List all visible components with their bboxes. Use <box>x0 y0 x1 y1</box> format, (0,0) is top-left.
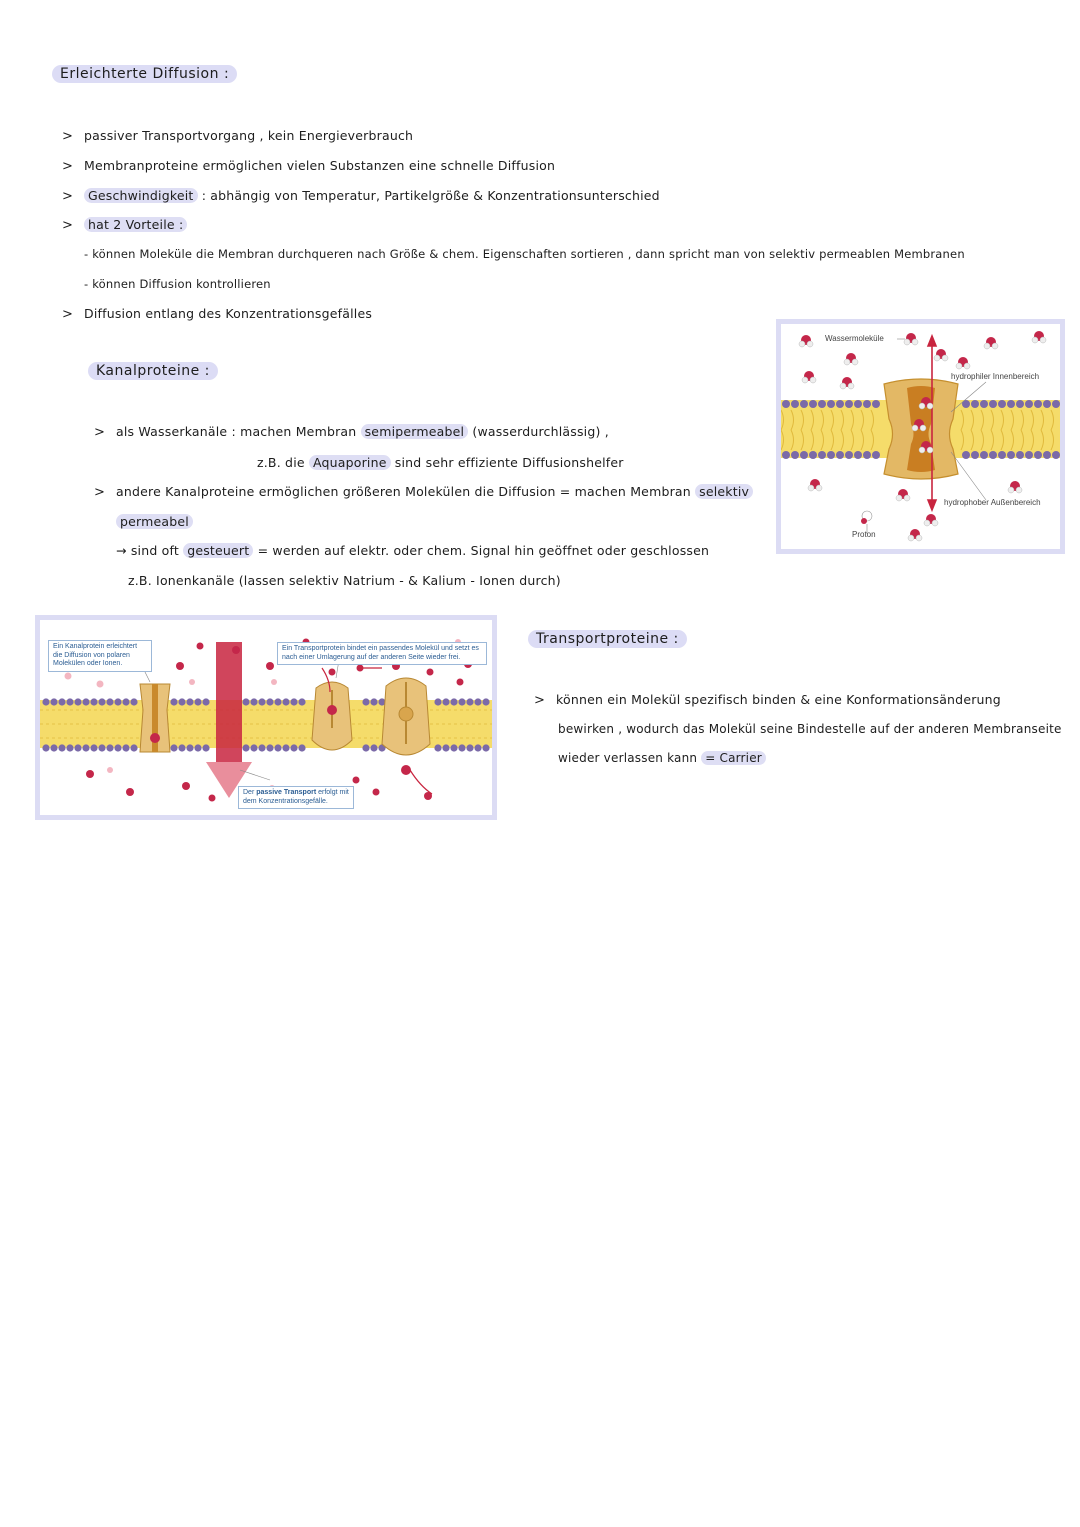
bullet-arrow-icon: > <box>62 307 74 322</box>
ion-channel-example: z.B. Ionenkanäle (lassen selektiv Natrium - & Kalium - Ionen durch) <box>128 573 561 588</box>
label-water-molecules: Wassermoleküle <box>825 334 884 343</box>
section-heading-transport: Transportproteine : <box>528 631 687 647</box>
callout-carrier: Ein Transportprotein bindet ein passendes Molekül und setzt es nach einer Umlagerung auf der anderen Seite wieder frei. <box>277 642 487 665</box>
bullet-item: > Diffusion entlang des Konzentrationsgefälles <box>62 306 373 322</box>
bullet-item: > Membranproteine ermöglichen vielen Substanzen eine schnelle Diffusion <box>62 158 556 174</box>
label-proton: Proton <box>852 530 876 539</box>
bullet-arrow-icon: > <box>94 425 106 440</box>
callout-passive: Der passive Transport erfolgt mit dem Konzentrationsgefälle. <box>238 786 354 809</box>
bullet-item: > passiver Transportvorgang , kein Energieverbrauch <box>62 128 414 144</box>
bullet-item: > hat 2 Vorteile : <box>62 217 187 233</box>
bullet-arrow-icon: > <box>62 129 74 144</box>
aquaporin-diagram <box>781 324 1060 549</box>
bullet-arrow-icon: > <box>534 693 546 708</box>
section-heading-channel: Kanalproteine : <box>88 363 218 379</box>
label-hydrophilic-inner: hydrophiler Innenbereich <box>951 372 1040 381</box>
bullet-item: > Geschwindigkeit : abhängig von Temperatur, Partikelgröße & Konzentrationsunterschied <box>62 188 660 204</box>
ion-particle <box>150 733 160 743</box>
advantage-item: - können Diffusion kontrollieren <box>84 277 271 291</box>
callout-channel: Ein Kanalprotein erleichtert die Diffusion von polaren Molekülen oder Ionen. <box>48 640 152 672</box>
transport-line-3: wieder verlassen kann = Carrier <box>558 751 766 765</box>
section-heading-diffusion: Erleichterte Diffusion : <box>52 66 237 82</box>
bullet-continuation: permeabel <box>116 514 193 529</box>
bullet-arrow-icon: > <box>62 159 74 174</box>
transport-figure <box>35 615 497 820</box>
aquaporin-example: z.B. die Aquaporine sind sehr effiziente Diffusionshelfer <box>257 455 624 470</box>
gradient-arrow-shaft <box>216 642 242 762</box>
bullet-item: > können ein Molekül spezifisch binden & eine Konformationsänderung <box>534 692 1001 708</box>
transport-line-2: bewirken , wodurch das Molekül seine Bindestelle auf der anderen Membranseite <box>558 722 1062 736</box>
bullet-arrow-icon: > <box>62 218 74 233</box>
label-hydrophobic-outer: hydrophober Außenbereich <box>944 498 1041 507</box>
bullet-item: > als Wasserkanäle : machen Membran semipermeabel (wasserdurchlässig) , <box>94 424 609 440</box>
bullet-arrow-icon: > <box>94 485 106 500</box>
bullet-item: > andere Kanalproteine ermöglichen größeren Molekülen die Diffusion = machen Membran selektiv <box>94 484 753 500</box>
bullet-arrow-icon: > <box>62 189 74 204</box>
gated-note: → sind oft gesteuert = werden auf elektr. oder chem. Signal hin geöffnet oder geschlossen <box>116 543 710 558</box>
aquaporin-figure <box>776 319 1065 554</box>
advantage-item: - können Moleküle die Membran durchqueren nach Größe & chem. Eigenschaften sortieren , dann spricht man von selektiv permeablen Membranen <box>84 247 965 261</box>
